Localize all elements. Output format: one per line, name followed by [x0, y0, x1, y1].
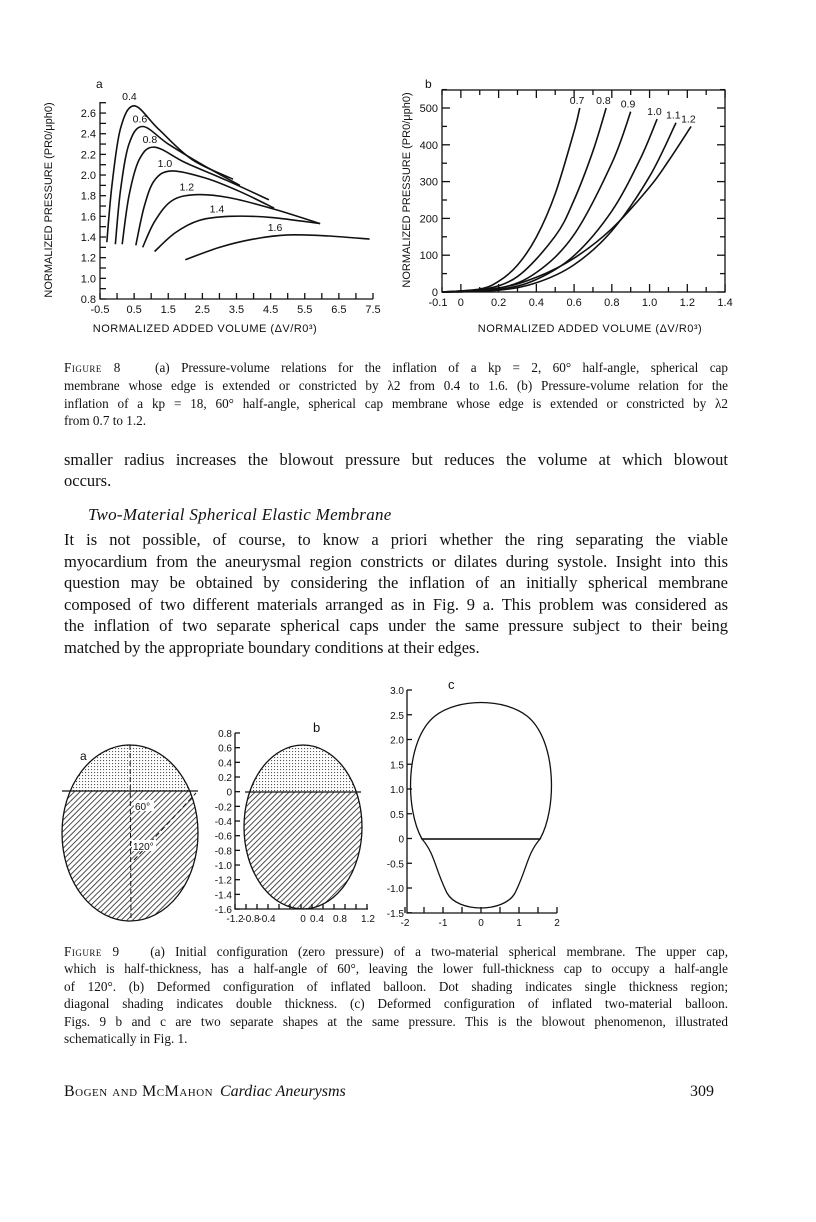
- series-line-1.2: [143, 195, 320, 248]
- series-label: 0.8: [596, 95, 611, 107]
- x-tick-label: 1.4: [717, 297, 733, 309]
- x-tick-label: 5.5: [297, 304, 313, 316]
- caption-line: Figure 9 (a) Initial configuration (zero pressure) of a two-material spherical membrane. The upper cap,: [64, 944, 728, 959]
- x-tick-label: 4.5: [262, 304, 279, 316]
- body-line: matched by the appropriate boundary conditions at their edges.: [64, 638, 480, 657]
- body-line: occurs.: [64, 471, 112, 490]
- y-tick-label: 0.6: [218, 743, 232, 755]
- y-tick-label: -1.4: [214, 890, 232, 902]
- x-axis-label: NORMALIZED ADDED VOLUME (ΔV/R0³): [477, 323, 703, 335]
- x-tick-label: 1: [516, 918, 522, 929]
- caption-line: Figs. 9 b and c are two separate shapes at the same pressure. This is the blowout phenomenon, illustrated: [64, 1014, 728, 1029]
- series-line-0.6: [115, 126, 240, 244]
- x-tick-label: -0.5: [90, 304, 110, 316]
- figure-9b-diagram: [215, 720, 376, 925]
- fig9b-panel-label: b: [313, 720, 321, 735]
- y-tick-label: -0.8: [214, 846, 232, 858]
- figure-8a-chart: [43, 77, 381, 335]
- running-footer-authors: Bogen and McMahon: [64, 1083, 214, 1100]
- series-line-1.0: [442, 119, 657, 292]
- x-tick-label: 0.4: [528, 297, 544, 309]
- y-tick-label: 3.0: [390, 686, 404, 697]
- x-tick-label: 0.5: [126, 304, 142, 316]
- series-label: 1.2: [179, 181, 195, 194]
- x-tick-label: 0.8: [333, 914, 347, 925]
- caption-label: Figure 8: [64, 360, 121, 375]
- caption-line: membrane whose edge is extended or constricted by λ2 from 0.4 to 1.6. (b) Pressure-volume relation for the: [64, 378, 728, 393]
- series-label: 1.2: [681, 113, 696, 126]
- body-line: smaller radius increases the blowout pressure but reduces the volume at which blowout: [64, 450, 728, 469]
- body-line: question may be obtained by considering the inflation of an initially spherical membrane: [64, 573, 728, 592]
- y-tick-label: -0.5: [386, 859, 404, 871]
- caption-line: which is half-thickness, has a half-angle of 60°, leaving the lower full-thickness cap to occupy a half-angle: [64, 961, 728, 976]
- x-tick-label: 3.5: [228, 304, 245, 316]
- x-tick-label: 1.2: [361, 914, 375, 925]
- x-tick-label: 0.2: [490, 297, 507, 309]
- y-tick-label: 2.0: [80, 170, 96, 183]
- fig9a-angle-120: 120°: [133, 842, 154, 853]
- y-tick-label: -1.5: [386, 908, 404, 920]
- y-tick-label: 1.2: [80, 252, 96, 265]
- x-tick-label: 0: [457, 297, 464, 309]
- series-line-1.6: [185, 235, 369, 260]
- series-line-0.7: [442, 108, 580, 292]
- x-tick-label: 0.6: [566, 297, 582, 309]
- y-tick-label: 2.5: [390, 710, 404, 722]
- x-tick-label: 2: [554, 918, 560, 929]
- x-tick-label: 2.5: [194, 304, 211, 316]
- fig9c-upper-region: [411, 703, 552, 840]
- panel-label: a: [96, 77, 103, 91]
- series-label: 0.4: [122, 90, 137, 103]
- section-heading: Two-Material Spherical Elastic Membrane: [88, 505, 392, 524]
- y-tick-label: 0.4: [218, 758, 232, 770]
- y-tick-label: 1.0: [390, 785, 404, 796]
- series-line-1.4: [155, 216, 321, 251]
- x-tick-label: 0.4: [310, 914, 324, 925]
- y-tick-label: 1.8: [80, 190, 96, 203]
- y-tick-label: 1.5: [390, 760, 404, 772]
- x-tick-label: 1.0: [641, 297, 658, 309]
- caption-line: of 120°. (b) Deformed configuration of inflated balloon. Dot shading indicates single thickness region;: [64, 979, 728, 994]
- x-tick-label: 0.8: [604, 297, 620, 309]
- page-number: 309: [690, 1083, 714, 1100]
- series-label: 1.0: [647, 106, 662, 119]
- figure-9a-diagram: [60, 740, 200, 926]
- x-tick-label: 7.5: [365, 304, 381, 316]
- series-label: 0.7: [569, 95, 585, 107]
- y-tick-label: 500: [419, 103, 438, 115]
- y-tick-label: 0: [226, 787, 232, 799]
- panel-label: b: [425, 77, 432, 91]
- series-label: 0.8: [142, 134, 158, 147]
- x-tick-label: -0.1: [428, 297, 448, 309]
- y-tick-label: 0: [398, 834, 404, 846]
- y-tick-label: 0: [431, 287, 438, 299]
- series-label: 1.1: [665, 109, 681, 122]
- y-axis-label: NORMALIZED PRESSURE (PR0/μph0): [401, 92, 413, 288]
- series-label: 1.0: [157, 157, 173, 170]
- x-tick-label: -0.8: [242, 914, 260, 925]
- figure-8b-chart: [401, 77, 733, 335]
- figure-9c-diagram: [387, 677, 560, 929]
- y-tick-label: 400: [419, 139, 438, 152]
- caption-line: Figure 8 (a) Pressure-volume relations for the inflation of a kp = 2, 60° half-angle, spherical cap: [64, 360, 728, 375]
- x-tick-label: 0: [478, 918, 484, 929]
- x-tick-label: -1.2: [226, 914, 244, 925]
- series-label: 1.4: [209, 203, 225, 216]
- x-tick-label: -1: [438, 918, 448, 929]
- fig9c-panel-label: c: [448, 677, 455, 692]
- x-tick-label: 0: [300, 914, 306, 925]
- y-tick-label: 0.8: [80, 294, 96, 306]
- x-tick-label: -0.4: [258, 914, 276, 925]
- axes: [100, 102, 373, 299]
- y-tick-label: -0.2: [214, 802, 232, 814]
- y-tick-label: 1.4: [80, 232, 96, 245]
- y-tick-label: -1.0: [214, 861, 232, 873]
- y-tick-label: 0.5: [390, 809, 404, 821]
- y-tick-label: 0.8: [218, 729, 232, 740]
- series-line-0.9: [442, 112, 631, 292]
- body-line: It is not possible, of course, to know a priori whether the ring separating the viable: [64, 530, 728, 549]
- y-tick-label: 2.4: [80, 128, 96, 141]
- y-tick-label: 2.2: [80, 149, 96, 162]
- series-line-1.0: [136, 171, 274, 245]
- fig9a-panel-label: a: [80, 749, 87, 763]
- x-axis-label: NORMALIZED ADDED VOLUME (ΔV/R0³): [92, 323, 318, 335]
- caption-line: inflation of a kp = 18, 60° half-angle, spherical cap membrane whose edge is extended or constricted by λ2: [64, 396, 728, 411]
- body-line: the inflation of two separate spherical caps under the same pressure subject to their being: [64, 616, 728, 635]
- y-tick-label: 2.0: [390, 735, 404, 747]
- series-line-0.8: [442, 108, 606, 292]
- y-tick-label: 2.6: [80, 108, 96, 121]
- fig9a-angle-60: 60°: [135, 802, 151, 813]
- y-tick-label: -0.4: [214, 817, 232, 829]
- caption-line: diagonal shading indicates double thickness. (c) Deformed configuration of inflated two-material balloon.: [64, 996, 728, 1011]
- caption-line: schematically in Fig. 1.: [64, 1031, 188, 1046]
- y-tick-label: 0.2: [218, 773, 232, 785]
- y-tick-label: 100: [419, 250, 438, 263]
- body-line: myocardium from the aneurysmal region constricts or dilates during systole. Insight into this: [64, 552, 728, 571]
- x-tick-label: -2: [400, 918, 410, 929]
- x-tick-label: 1.2: [679, 297, 695, 309]
- x-tick-label: 6.5: [331, 304, 347, 316]
- y-tick-label: -1.0: [386, 884, 404, 895]
- body-line: composed of two different materials arranged as in Fig. 9 a. This problem was considered as: [64, 595, 728, 614]
- caption-line: from 0.7 to 1.2.: [64, 413, 147, 428]
- y-tick-label: 300: [419, 176, 438, 189]
- series-line-1.2: [442, 126, 691, 292]
- y-tick-label: -1.2: [214, 875, 232, 887]
- y-tick-label: 1.6: [80, 211, 96, 224]
- series-label: 0.6: [132, 113, 148, 126]
- y-tick-label: 200: [419, 213, 438, 226]
- y-tick-label: -1.6: [214, 905, 232, 917]
- y-tick-label: -0.6: [214, 831, 232, 843]
- y-axis-label: NORMALIZED PRESSURE (PR0/μph0): [43, 102, 55, 298]
- x-tick-label: 1.5: [160, 304, 176, 316]
- fig9c-lower-region: [422, 839, 540, 908]
- caption-label: Figure 9: [64, 944, 120, 959]
- y-tick-label: 1.0: [80, 273, 96, 286]
- series-label: 0.9: [620, 98, 636, 111]
- series-label: 1.6: [267, 221, 283, 234]
- running-footer-title: Cardiac Aneurysms: [220, 1083, 346, 1100]
